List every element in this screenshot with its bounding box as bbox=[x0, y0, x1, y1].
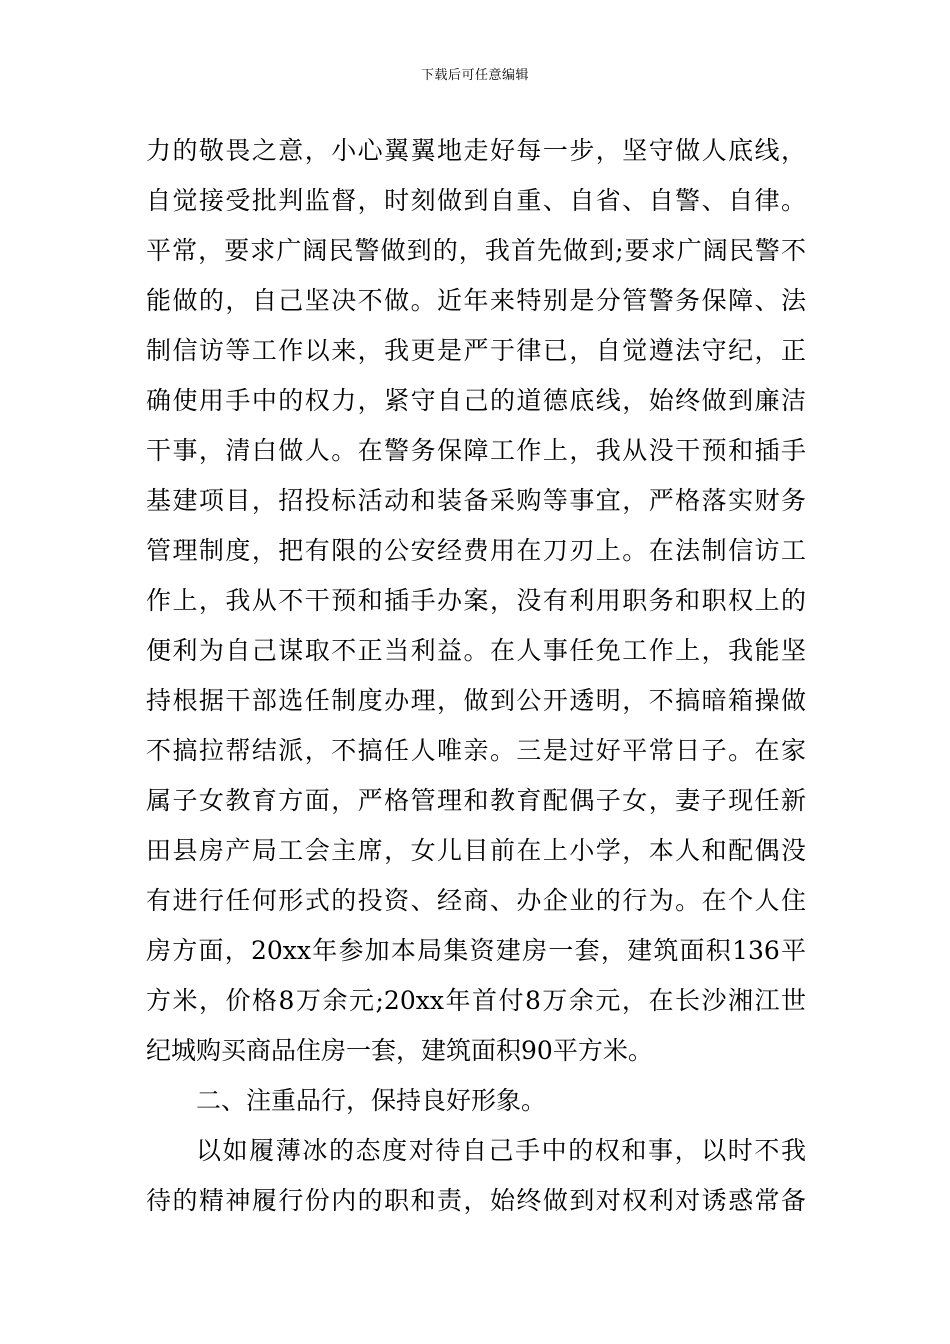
text-line: 干事，清白做人。在警务保障工作上，我从没干预和插手 bbox=[146, 436, 806, 465]
text-line: 方米，价格8万余元;20xx年首付8万余元，在长沙湘江世 bbox=[146, 986, 806, 1015]
text-line: 纪城购买商品住房一套，建筑面积90平方米。 bbox=[146, 1036, 653, 1065]
section-heading: 二、注重品行，保持良好形象。 bbox=[196, 1086, 547, 1115]
document-body bbox=[146, 126, 806, 1226]
text-line: 能做的，自己坚决不做。近年来特别是分管警务保障、法 bbox=[146, 286, 806, 315]
text-line: 属子女教育方面，严格管理和教育配偶子女，妻子现任新 bbox=[146, 786, 806, 815]
text-line: 房方面，20xx年参加本局集资建房一套，建筑面积136平 bbox=[146, 936, 806, 965]
text-line: 管理制度，把有限的公安经费用在刀刃上。在法制信访工 bbox=[146, 536, 806, 565]
text-line: 持根据干部选任制度办理，做到公开透明，不搞暗箱操做 bbox=[146, 686, 806, 715]
text-line: 平常，要求广阔民警做到的，我首先做到;要求广阔民警不 bbox=[146, 236, 806, 265]
text-line: 确使用手中的权力，紧守自己的道德底线，始终做到廉洁 bbox=[146, 386, 806, 415]
text-line: 田县房产局工会主席，女儿目前在上小学，本人和配偶没 bbox=[146, 836, 806, 865]
text-line: 自觉接受批判监督，时刻做到自重、自省、自警、自律。 bbox=[146, 186, 806, 215]
text-line: 制信访等工作以来，我更是严于律已，自觉遵法守纪，正 bbox=[146, 336, 806, 365]
text-line: 力的敬畏之意，小心翼翼地走好每一步，坚守做人底线， bbox=[146, 136, 806, 165]
text-line: 待的精神履行份内的职和责，始终做到对权利对诱惑常备 bbox=[146, 1186, 806, 1215]
text-line: 以如履薄冰的态度对待自己手中的权和事，以时不我 bbox=[196, 1136, 806, 1165]
page-header: 下载后可任意编辑 bbox=[420, 68, 529, 83]
text-line: 作上，我从不干预和插手办案，没有利用职务和职权上的 bbox=[146, 586, 806, 615]
text-line: 有进行任何形式的投资、经商、办企业的行为。在个人住 bbox=[146, 886, 806, 915]
text-line: 基建项目，招投标活动和装备采购等事宜，严格落实财务 bbox=[146, 486, 806, 515]
text-line: 便利为自己谋取不正当利益。在人事任免工作上，我能坚 bbox=[146, 636, 806, 665]
text-line: 不搞拉帮结派，不搞任人唯亲。三是过好平常日子。在家 bbox=[146, 736, 806, 765]
